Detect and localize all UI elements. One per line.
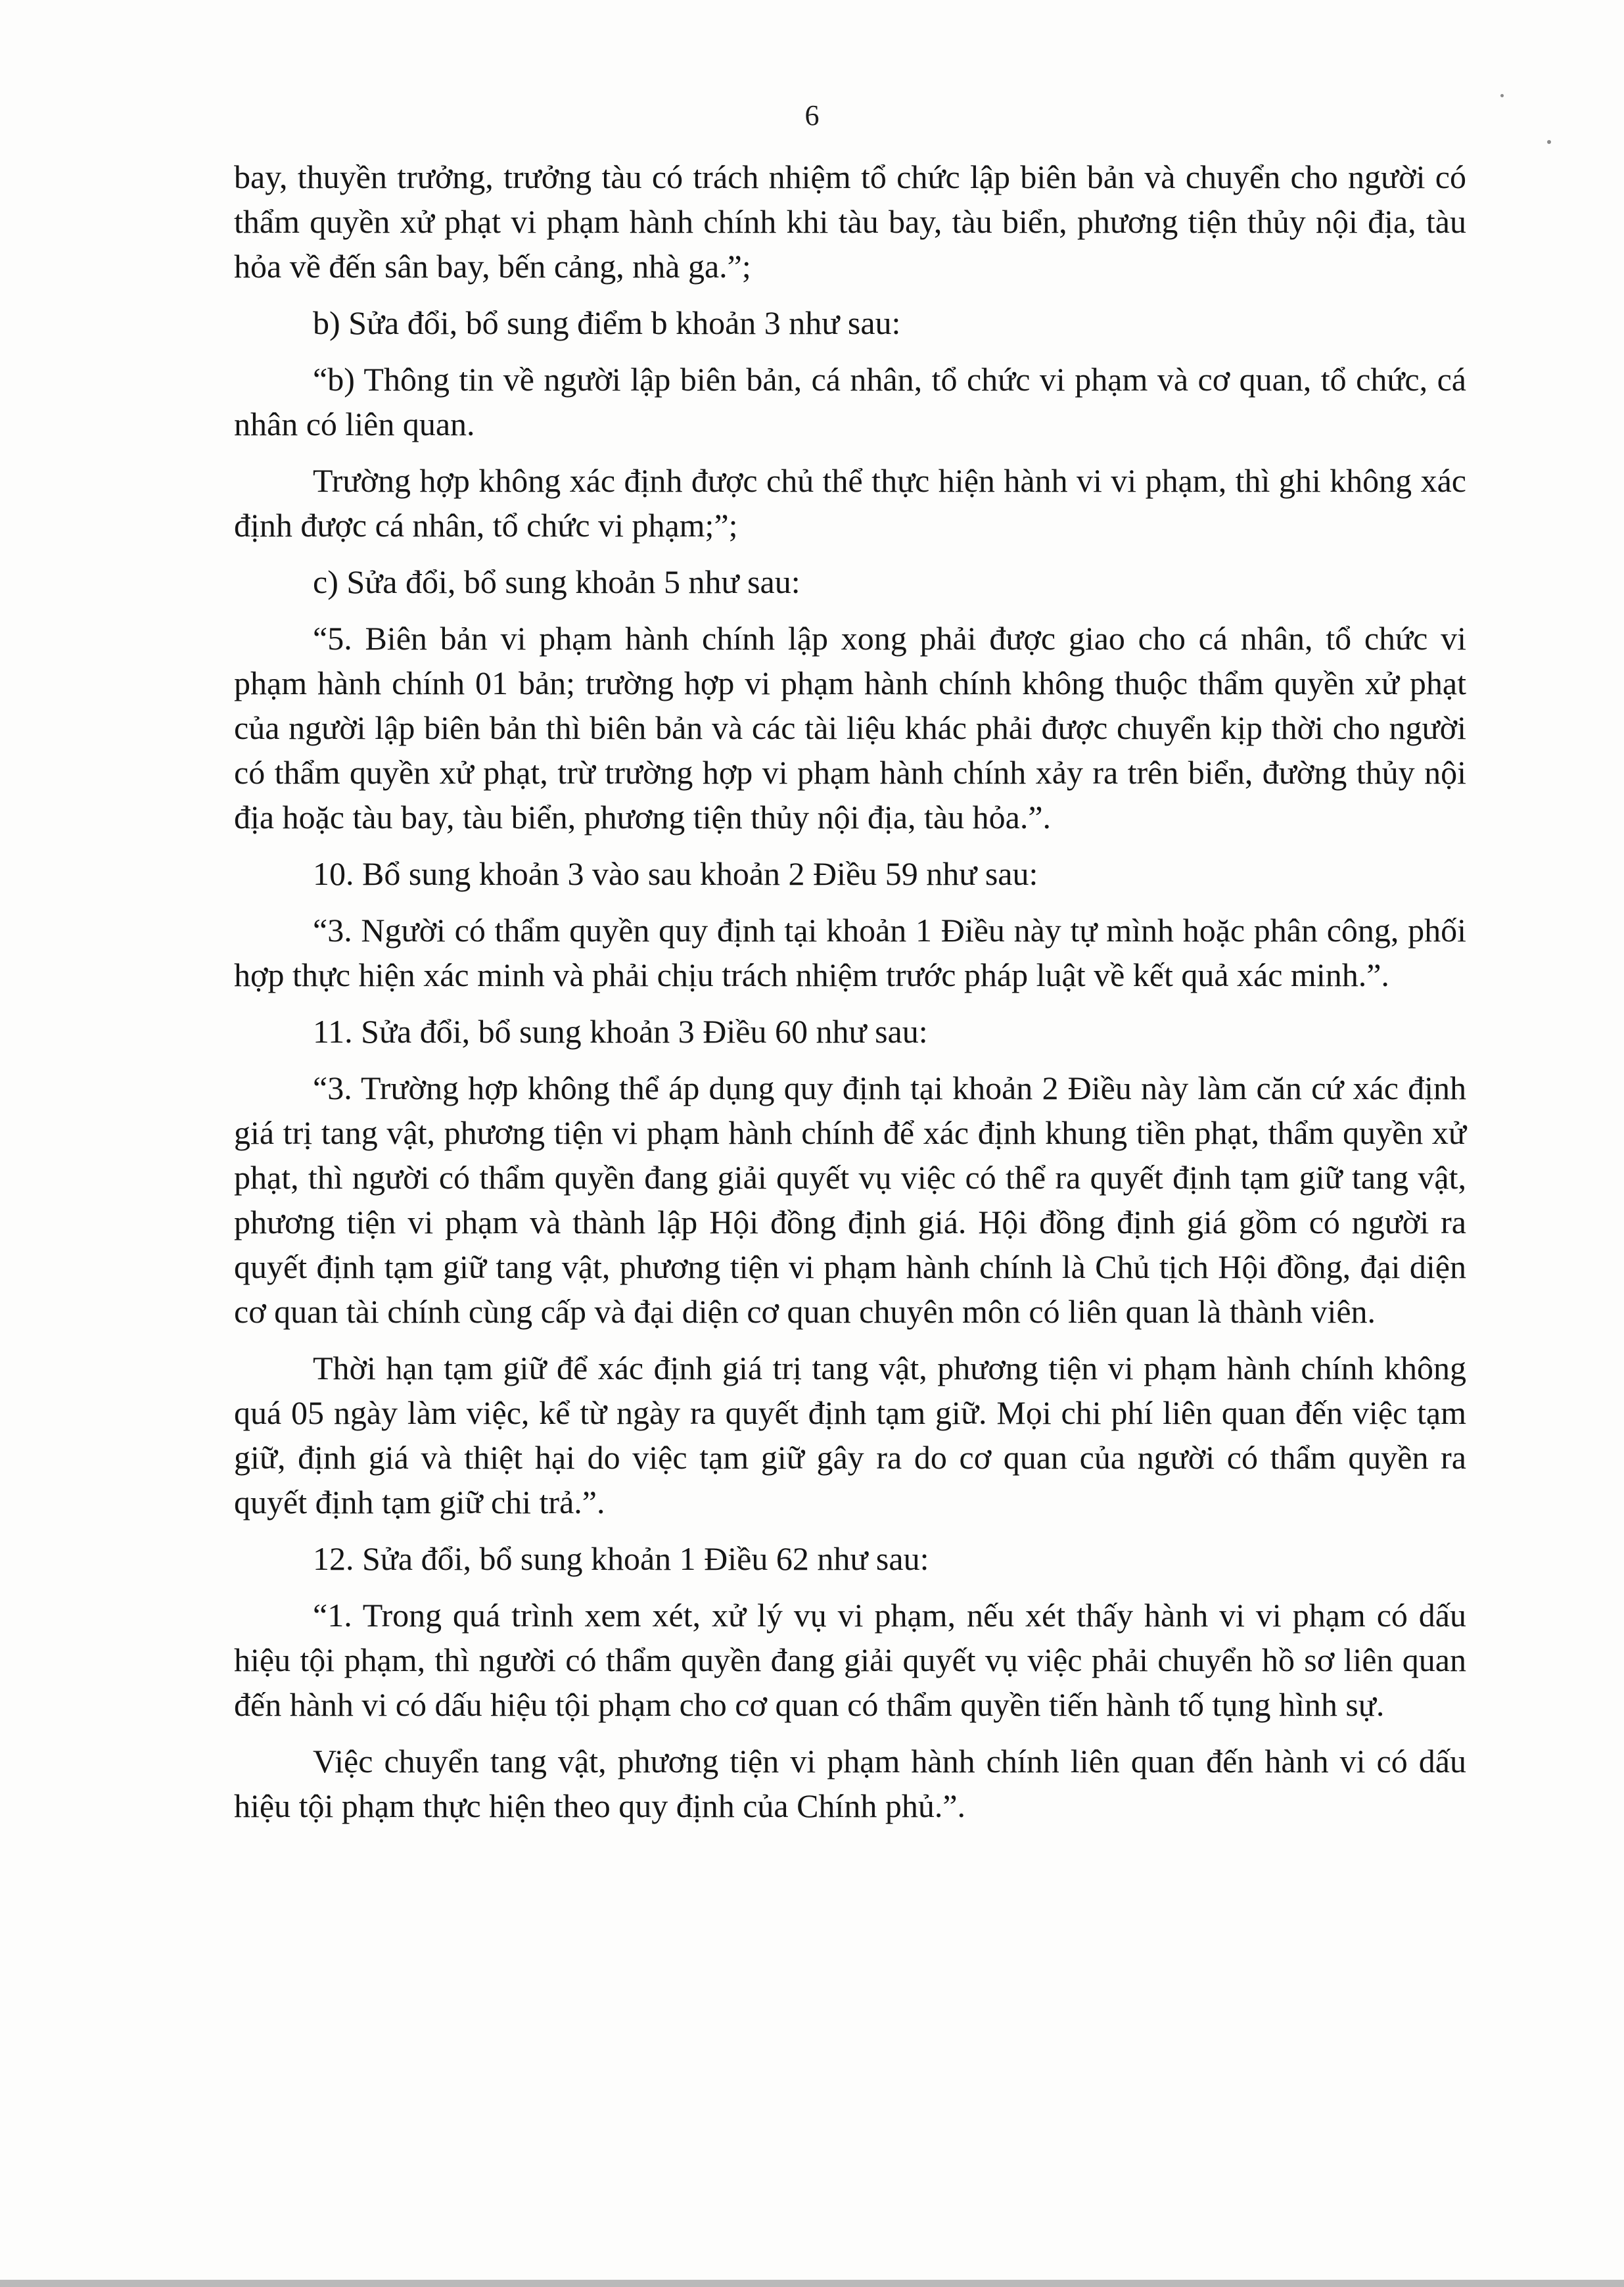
paragraph: “b) Thông tin về người lập biên bản, cá nhân, tổ chức vi phạm và cơ quan, tổ chức, cá nhân có liên quan. [234, 361, 1466, 442]
paragraph: “5. Biên bản vi phạm hành chính lập xong phải được giao cho cá nhân, tổ chức vi phạm hành chính 01 bản; trường hợp vi phạm hành chính không thuộc thẩm quyền xử phạt của người lập biên bản thì biên bản và các tài liệu khác phải được chuyển kịp thời cho người có thẩm quyền xử phạt, trừ trường hợp vi phạm hành chính xảy ra trên biển, đường thủy nội địa hoặc tàu bay, tàu biển, phương tiện thủy nội địa, tàu hỏa.”. [234, 620, 1466, 836]
paragraph: Việc chuyển tang vật, phương tiện vi phạm hành chính liên quan đến hành vi có dấu hiệu tội phạm thực hiện theo quy định của Chính phủ.”. [234, 1743, 1466, 1824]
paragraph: bay, thuyền trưởng, trưởng tàu có trách nhiệm tổ chức lập biên bản và chuyển cho người có thẩm quyền xử phạt vi phạm hành chính khi tàu bay, tàu biển, phương tiện thủy nội địa, tàu hỏa về đến sân bay, bến cảng, nhà ga.”; [234, 158, 1466, 285]
page-number: 6 [804, 99, 820, 131]
paragraph: 10. Bổ sung khoản 3 vào sau khoản 2 Điều 59 như sau: [313, 855, 1038, 892]
scan-speck-mark [1547, 140, 1551, 144]
paragraph: b) Sửa đổi, bổ sung điểm b khoản 3 như sau: [313, 304, 901, 341]
paragraph: c) Sửa đổi, bổ sung khoản 5 như sau: [313, 563, 800, 600]
document-body [234, 154, 1466, 1840]
paragraph: “3. Trường hợp không thể áp dụng quy định tại khoản 2 Điều này làm căn cứ xác định giá trị tang vật, phương tiện vi phạm hành chính để xác định khung tiền phạt, thẩm quyền xử phạt, thì người có thẩm quyền đang giải quyết vụ việc có thể ra quyết định tạm giữ tang vật, phương tiện vi phạm và thành lập Hội đồng định giá. Hội đồng định giá gồm có người ra quyết định tạm giữ tang vật, phương tiện vi phạm hành chính là Chủ tịch Hội đồng, đại diện cơ quan tài chính cùng cấp và đại diện cơ quan chuyên môn có liên quan là thành viên. [234, 1070, 1466, 1330]
paragraph: “1. Trong quá trình xem xét, xử lý vụ vi phạm, nếu xét thấy hành vi vi phạm có dấu hiệu tội phạm, thì người có thẩm quyền đang giải quyết vụ việc phải chuyển hồ sơ liên quan đến hành vi có dấu hiệu tội phạm cho cơ quan có thẩm quyền tiến hành tố tụng hình sự. [234, 1597, 1466, 1723]
paragraph: 12. Sửa đổi, bổ sung khoản 1 Điều 62 như sau: [313, 1540, 929, 1577]
scan-speck-mark [1500, 94, 1504, 97]
paragraph: Thời hạn tạm giữ để xác định giá trị tang vật, phương tiện vi phạm hành chính không quá 05 ngày làm việc, kể từ ngày ra quyết định tạm giữ. Mọi chi phí liên quan đến việc tạm giữ, định giá và thiệt hại do việc tạm giữ gây ra do cơ quan của người có thẩm quyền ra quyết định tạm giữ chi trả.”. [234, 1350, 1466, 1521]
paragraph: 11. Sửa đổi, bổ sung khoản 3 Điều 60 như sau: [313, 1013, 928, 1050]
scan-bottom-edge [0, 2280, 1624, 2287]
paragraph: “3. Người có thẩm quyền quy định tại khoản 1 Điều này tự mình hoặc phân công, phối hợp thực hiện xác minh và phải chịu trách nhiệm trước pháp luật về kết quả xác minh.”. [234, 912, 1466, 993]
paragraph: Trường hợp không xác định được chủ thể thực hiện hành vi vi phạm, thì ghi không xác định được cá nhân, tổ chức vi phạm;”; [234, 462, 1466, 544]
